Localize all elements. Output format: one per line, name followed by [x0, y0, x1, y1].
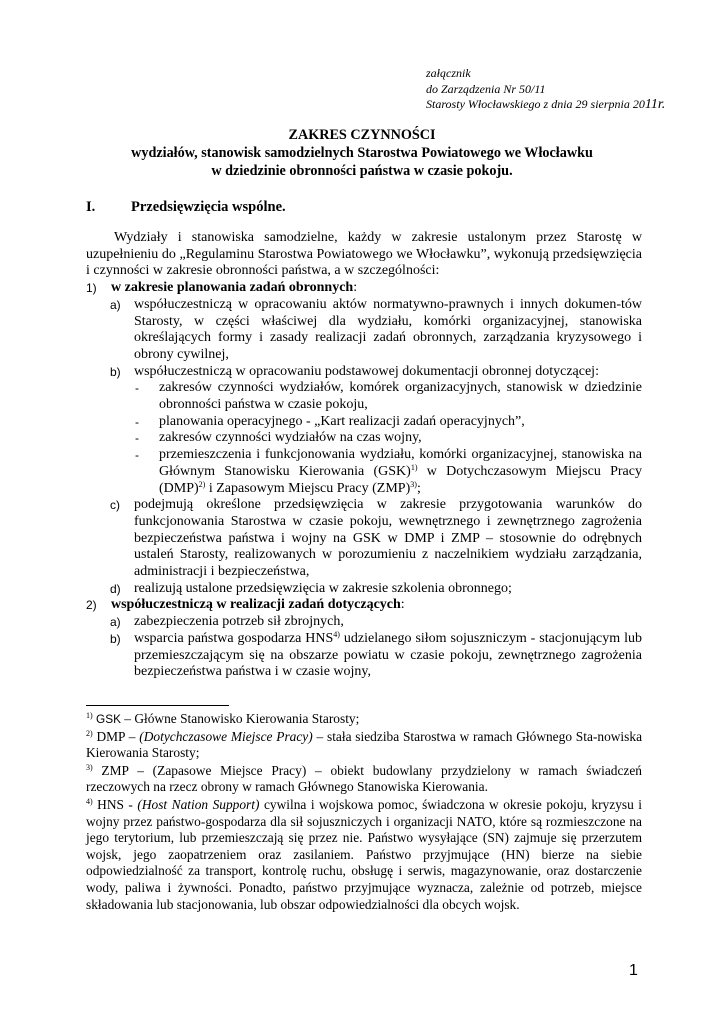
page-number: 1	[629, 962, 638, 979]
footnote-4: $^{4)}$ HNS - (Host Nation Support) cywilna i wojskowa pomoc, świadczona w okresie pokoju, kryzysu i wojny przez państwo-gospodarza dla sił sojuszniczych i organizacji NATO, które są rozmieszczone na jego terytorium, lub przemieszczają się przez nie. Państwo wysyłające (SN) zajmuje się przerzutem wojsk, jego zaopatrzeniem oraz zasilaniem. Państwo przyjmujące (HN) bierze na siebie odpowiedzialność za transport, kontrolę ruchu, obsługę i serwis, magazynowanie, oraz dostarczenie wody, paliwa i żywności. Ponadto, państwo przyjmujące wyznacza, zależnie od potrzeb, miejsce składowania lub stacjonowania, lub obszar odpowiedzialności dla obcych wojsk.	[86, 796, 642, 912]
list-item-1c	[86, 497, 642, 581]
dash-bullet: -	[135, 381, 139, 396]
item-1-title: w zakresie planowania zadań obronnych	[111, 280, 354, 296]
item-text: realizują ustalone przedsięwzięcia w zakresie szkolenia obronnego;	[134, 580, 512, 596]
footnote-ref: 1)	[410, 462, 418, 472]
item-text: zabezpieczenia potrzeb sił zbrojnych,	[134, 614, 344, 630]
dash-item	[86, 430, 642, 447]
dash-bullet: -	[135, 431, 139, 446]
list-label: 1)	[86, 281, 97, 296]
document-body	[86, 230, 642, 681]
list-label: a)	[110, 615, 121, 630]
dash-bullet: -	[135, 414, 139, 429]
dash-item: - przemieszczenia i funkcjonowania wydziału, komórki organizacyjnej, stanowiska na Głównym Stanowisku Kierowania (GSK)$^{1)}$ w Dotychczasowym Miejscu Pracy (DMP)$^{2)}$ i Zapasowym Miejscu Pracy (ZMP)$^{3)}$;	[135, 447, 642, 496]
item-text: podejmują określone przedsięwzięcia w zakresie przygotowania warunków do funkcjonowania Starostwa w czasie pokoju, wewnętrznego i zewnętrznego zagrożenia bezpieczeństwa państwa i wojny na GSK w DMP i ZMP – stosownie do odrębnych ustaleń Starosty, realizowanych w porozumieniu z naczelnikiem wydziału zarządzania, administracji i bezpieczeństwa,	[134, 497, 642, 580]
document-title	[0, 127, 724, 180]
list-item-1b	[86, 364, 642, 381]
title-line-1: ZAKRES CZYNNOŚCI	[288, 127, 436, 143]
list-item-1: 1) w zakresie planowania zadań obronnych:	[86, 280, 358, 296]
item-text: zakresów czynności wydziałów, komórek organizacyjnych, stanowisk w dziedzinie obronności państwa w czasie pokoju,	[159, 380, 642, 413]
item-text: współuczestniczą w opracowaniu aktów normatywno-prawnych i innych dokumen-tów Starosty, w części właściwej dla wydziału, komórki organizacyjnej, stanowiska określających formy i zasady realizacji zadań obronnych, zarządzania kryzysowego i obrony cywilnej,	[134, 296, 642, 362]
footnote-ref: 3)	[410, 479, 417, 489]
section-number: I.	[86, 199, 96, 215]
list-item-1a	[86, 297, 642, 364]
footnote-separator	[86, 705, 229, 706]
title-line-3: w dziedzinie obronności państwa w czasie pokoju.	[211, 162, 513, 179]
list-item-2a	[86, 614, 642, 631]
section-heading	[86, 199, 286, 216]
annex-line-1: załącznik	[426, 66, 471, 80]
annex-line-3: Starosty Włocławskiego z dnia 29 sierpnia 2011r.	[426, 97, 666, 112]
list-label: c)	[110, 498, 120, 513]
footnote-ref: 4)	[333, 629, 340, 639]
item-2-title: współuczestniczą w realizacji zadań dotyczących	[111, 597, 401, 613]
item-text: zakresów czynności wydziałów na czas wojny,	[159, 430, 422, 446]
dash-bullet: -	[135, 448, 139, 463]
list-item-2: 2) współuczestniczą w realizacji zadań dotyczących:	[86, 597, 405, 613]
list-label: d)	[110, 581, 121, 596]
intro-paragraph: Wydziały i stanowiska samodzielne, każdy w zakresie ustalonym przez Starostę w uzupełnieniu do „Regulaminu Starostwa Powiatowego we Włocławku”, wykonują przedsięwzięcia i czynności w zakresie obronności państwa, a w szczególności:	[86, 230, 642, 279]
list-label: b)	[110, 364, 121, 379]
annex-line-2: do Zarządzenia Nr 50/11	[426, 81, 546, 96]
list-label: 2)	[86, 598, 97, 613]
list-item-2b: b) wsparcia państwa gospodarza HNS$^{4)}$ udzielanego siłom sojuszniczym - stacjonującym lub przemieszczającym się na obszarze powiatu w czasie pokoju, zewnętrznego zagrożenia bezpieczeństwa państwa i w czasie wojny,	[110, 629, 643, 680]
annex-note	[426, 66, 665, 113]
footnote-3: $^{3)}$ ZMP – (Zapasowe Miejsce Pracy) – obiekt budowlany przydzielony w ramach świadczeń rzeczowych na rzecz obrony w ramach Głównego Stanowiska Kierowania.	[86, 762, 642, 795]
footnote-2: $^{2)}$ DMP – (Dotychczasowe Miejsce Pracy) – stała siedziba Starostwa w ramach Głównego Sta-nowiska Kierowania Starosty;	[86, 728, 643, 761]
footnote-ref: 2)	[198, 479, 206, 489]
list-label: b)	[110, 631, 121, 646]
item-text: planowania operacyjnego - „Kart realizacji zadań operacyjnych”,	[159, 413, 525, 429]
item-text: współuczestniczą w opracowaniu podstawowej dokumentacji obronnej dotyczącej:	[134, 363, 599, 379]
list-label: a)	[110, 297, 121, 312]
dash-item	[86, 414, 642, 431]
footnotes	[86, 711, 642, 914]
section-title: Przedsięwzięcia wspólne.	[131, 199, 286, 215]
footnote-1: $^{1)}$ GSK – Główne Stanowisko Kierowania Starosty;	[86, 711, 360, 726]
title-line-2: wydziałów, stanowisk samodzielnych Starostwa Powiatowego we Włocławku	[131, 144, 593, 161]
list-item-1d	[86, 581, 642, 598]
dash-item	[86, 380, 642, 413]
